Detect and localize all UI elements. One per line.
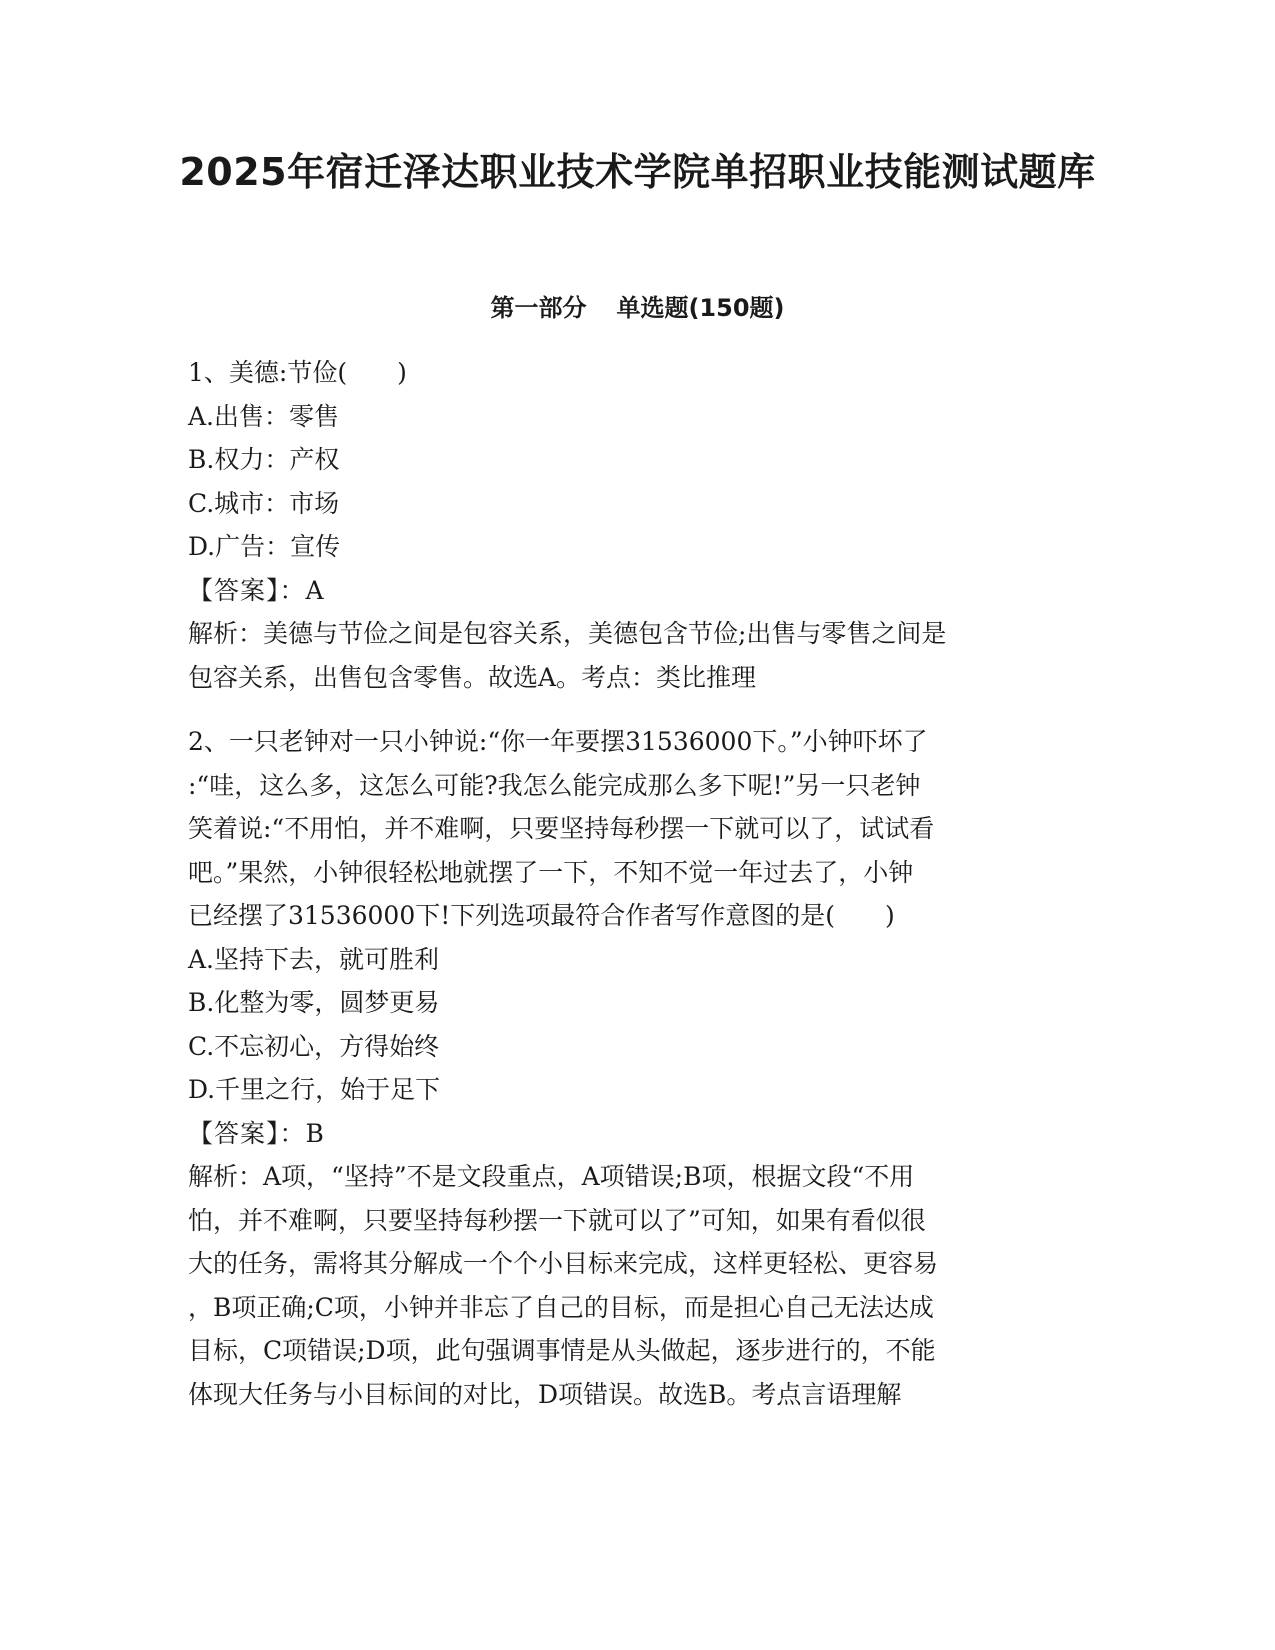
question-block-1	[188, 351, 1088, 699]
paragraph-spacer	[188, 699, 1088, 720]
question-stem: 已经摆了31536000下!下列选项最符合作者写作意图的是( )	[188, 901, 895, 930]
explanation-line: 大的任务，需将其分解成一个个小目标来完成，这样更轻松、更容易	[188, 1249, 939, 1278]
option-b: B.化整为零，圆梦更易	[188, 988, 440, 1017]
answer-line: 【答案】：B	[188, 1118, 325, 1148]
option-a: A.坚持下去，就可胜利	[188, 944, 440, 974]
option-c: C.城市：市场	[188, 488, 340, 518]
question-list	[188, 351, 1088, 1416]
section-heading-text: 单选题(150题)	[616, 294, 785, 322]
option-c: C.不忘初心，方得始终	[188, 1031, 440, 1061]
explanation-line: 解析：美德与节俭之间是包容关系，美德包含节俭;出售与零售之间是	[188, 619, 947, 648]
question-stem: :“哇，这么多，这怎么可能?我怎么能完成那么多下呢!”另一只老钟	[188, 770, 921, 800]
section-part-label: 第一部分	[490, 294, 587, 322]
explanation-line: 包容关系，出售包含零售。故选A。考点：类比推理	[188, 662, 757, 692]
option-d: D.广告：宣传	[188, 532, 341, 561]
explanation-line: 目标，C项错误;D项，此句强调事情是从头做起，逐步进行的，不能	[188, 1336, 936, 1365]
question-stem: 1、美德:节俭( )	[188, 358, 407, 387]
answer-line: 【答案】：A	[188, 575, 325, 605]
option-b: B.权力：产权	[188, 445, 340, 474]
document-title: 2025年宿迁泽达职业技术学院单招职业技能测试题库	[179, 150, 1096, 194]
explanation-line: ，B项正确;C项，小钟并非忘了自己的目标，而是担心自己无法达成	[188, 1292, 934, 1322]
option-a: A.出售：零售	[188, 401, 340, 431]
explanation-line: 怕，并不难啊，只要坚持每秒摆一下就可以了”可知，如果有看似很	[188, 1205, 926, 1235]
question-stem: 2、一只老钟对一只小钟说:“你一年要摆31536000下。”小钟吓坏了	[188, 727, 928, 756]
section-heading	[0, 291, 1275, 325]
explanation-line: 体现大任务与小目标间的对比，D项错误。故选B。考点言语理解	[188, 1379, 902, 1409]
question-block-2	[188, 720, 1088, 1416]
option-d: D.千里之行，始于足下	[188, 1075, 441, 1104]
question-stem: 笑着说:“不用怕，并不难啊，只要坚持每秒摆一下就可以了，试试看	[188, 814, 935, 843]
explanation-line: 解析：A项，“坚持”不是文段重点，A项错误;B项，根据文段“不用	[188, 1162, 915, 1191]
question-stem: 吧。”果然，小钟很轻松地就摆了一下，不知不觉一年过去了，小钟	[188, 857, 914, 887]
